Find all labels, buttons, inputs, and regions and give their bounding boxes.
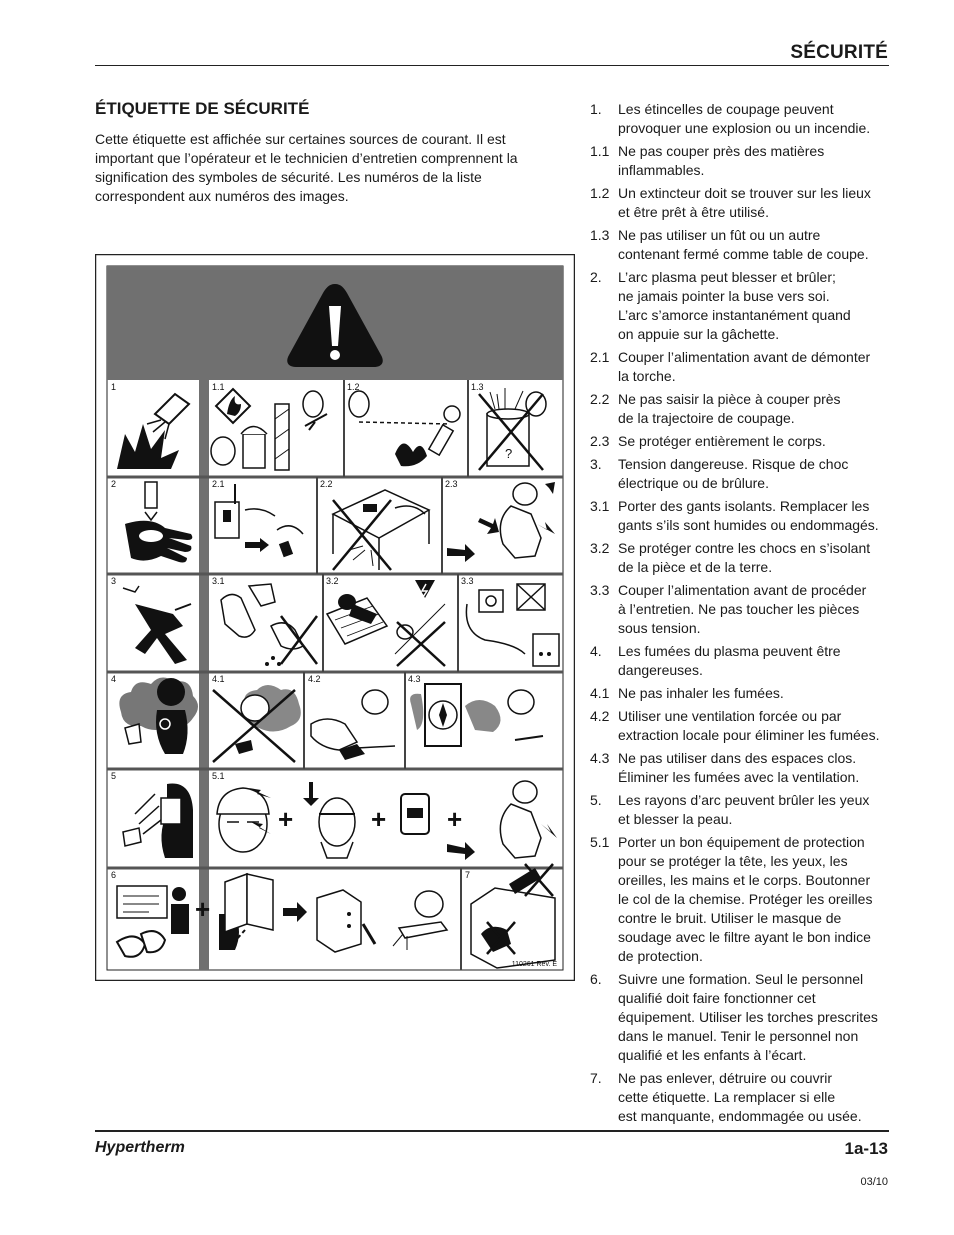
list-item [590, 348, 890, 386]
item-number: 5. [590, 792, 602, 808]
item-text: Les étincelles de coupage peuvent provoquer une explosion ou un incendie. [618, 101, 871, 136]
item-text: Se protéger entièrement le corps. [618, 433, 826, 449]
question-mark-icon: ? [505, 446, 513, 461]
revision-date: 03/10 [860, 1176, 888, 1188]
cell-label: 2 [111, 479, 117, 489]
item-number: 1.3 [590, 227, 610, 243]
cell-label: 2.2 [320, 479, 333, 489]
list-item [590, 455, 890, 493]
plus-icon: + [447, 804, 463, 834]
cell-label: 4.1 [212, 674, 225, 684]
list-item [590, 390, 890, 428]
intro-paragraph: Cette étiquette est affichée sur certaines sources de courant. Il est important que l’opérateur et le technicien d’entretien comprennent la signification des symboles de sécurité. Les numéros de la liste correspondent aux numéros des images. [95, 131, 518, 204]
item-text: Porter des gants isolants. Remplacer les gants s’ils sont humides ou endommagés. [618, 498, 879, 533]
item-number: 2.3 [590, 433, 610, 449]
section-heading: ÉTIQUETTE DE SÉCURITÉ [95, 99, 310, 118]
list-item [590, 833, 890, 966]
item-number: 4.1 [590, 685, 610, 701]
list-item [590, 497, 890, 535]
list-item [590, 100, 890, 138]
page-number: 1a-13 [844, 1139, 888, 1158]
item-text: Les rayons d’arc peuvent brûler les yeux et blesser la peau. [618, 792, 870, 827]
footer-rule [95, 1130, 889, 1132]
item-text: Ne pas utiliser dans des espaces clos. Éliminer les fumées avec la ventilation. [618, 750, 860, 785]
item-text: Ne pas enlever, détruire ou couvrir cette étiquette. La remplacer si elle est manquante, endommagée ou usée. [618, 1070, 862, 1124]
section-title: SÉCURITÉ [790, 42, 888, 63]
item-text: L’arc plasma peut blesser et brûler; ne jamais pointer la buse vers soi. L’arc s’amorce instantanément quand on appuie sur la gâchette. [618, 269, 851, 342]
cell-label: 1.2 [347, 382, 360, 392]
item-text: Utiliser une ventilation forcée ou par extraction locale pour éliminer les fumées. [618, 708, 880, 743]
item-text: Les fumées du plasma peuvent être dangereuses. [618, 643, 841, 678]
cell-label: 4.2 [308, 674, 321, 684]
item-text: Ne pas couper près des matières inflammables. [618, 143, 825, 178]
cell-label: 1 [111, 382, 117, 392]
item-text: Ne pas inhaler les fumées. [618, 685, 784, 701]
item-number: 6. [590, 971, 602, 987]
item-number: 2. [590, 269, 602, 285]
item-text: Suivre une formation. Seul le personnel qualifié doit faire fonctionner cet équipement. Utiliser les torches prescrites dans le manuel. Tenir le personnel non qualifié et les enfants à l’écart. [618, 971, 878, 1063]
item-text: Se protéger contre les chocs en s’isolant de la pièce et de la terre. [618, 540, 871, 575]
item-text: Un extincteur doit se trouver sur les lieux et être prêt à être utilisé. [618, 185, 871, 220]
plus-icon: + [371, 804, 387, 834]
list-item [590, 142, 890, 180]
item-number: 1.1 [590, 143, 610, 159]
list-item [590, 1069, 890, 1126]
item-text: Couper l’alimentation avant de procéder à l’entretien. Ne pas toucher les pièces sous tension. [618, 582, 867, 636]
item-number: 3.2 [590, 540, 610, 556]
list-item [590, 432, 890, 451]
item-number: 2.2 [590, 391, 610, 407]
item-number: 3.3 [590, 582, 610, 598]
cell-label: 4.3 [408, 674, 421, 684]
plus-icon: + [195, 894, 211, 924]
cell-label: 3 [111, 576, 117, 586]
header-rule [95, 65, 889, 66]
label-revision: 110261 Rev. E [511, 961, 557, 968]
hazard-list [590, 100, 890, 1130]
item-number: 4.2 [590, 708, 610, 724]
item-number: 5.1 [590, 834, 610, 850]
cell-label: 3.3 [461, 576, 474, 586]
cell-label: 5.1 [212, 771, 225, 781]
item-text: Ne pas saisir la pièce à couper près de la trajectoire de coupage. [618, 391, 841, 426]
list-item [590, 642, 890, 680]
cell-label: 1.3 [471, 382, 484, 392]
cell-label: 5 [111, 771, 117, 781]
list-item [590, 539, 890, 577]
item-text: Couper l’alimentation avant de démonter la torche. [618, 349, 871, 384]
item-text: Tension dangereuse. Risque de choc électrique ou de brûlure. [618, 456, 849, 491]
safety-label [95, 254, 575, 981]
cell-label: 7 [465, 870, 471, 880]
list-item [590, 684, 890, 703]
list-item [590, 707, 890, 745]
list-item [590, 184, 890, 222]
item-number: 3.1 [590, 498, 610, 514]
item-number: 4. [590, 643, 602, 659]
item-number: 7. [590, 1070, 602, 1086]
list-item [590, 791, 890, 829]
list-item [590, 749, 890, 787]
cell-label: 2.1 [212, 479, 225, 489]
list-item [590, 268, 890, 344]
list-item [590, 581, 890, 638]
cell-label: 6 [111, 870, 117, 880]
cell-label: 2.3 [445, 479, 458, 489]
cell-label: 4 [111, 674, 117, 684]
item-number: 2.1 [590, 349, 610, 365]
item-number: 1. [590, 101, 602, 117]
brand-name: Hypertherm [95, 1139, 185, 1156]
cell-label: 3.1 [212, 576, 225, 586]
cell-label: 3.2 [326, 576, 339, 586]
item-number: 1.2 [590, 185, 610, 201]
list-item [590, 226, 890, 264]
plus-icon: + [278, 804, 294, 834]
item-text: Porter un bon équipement de protection pour se protéger la tête, les yeux, les oreilles, les mains et le corps. Boutonner le col de la chemise. Protéger les oreilles contre le bruit. Utiliser le masque de soudage avec le filtre ayant le bon indice de protection. [618, 834, 873, 964]
item-text: Ne pas utiliser un fût ou un autre contenant fermé comme table de coupe. [618, 227, 869, 262]
cell-label: 1.1 [212, 382, 225, 392]
item-number: 4.3 [590, 750, 610, 766]
item-number: 3. [590, 456, 602, 472]
list-item [590, 970, 890, 1065]
